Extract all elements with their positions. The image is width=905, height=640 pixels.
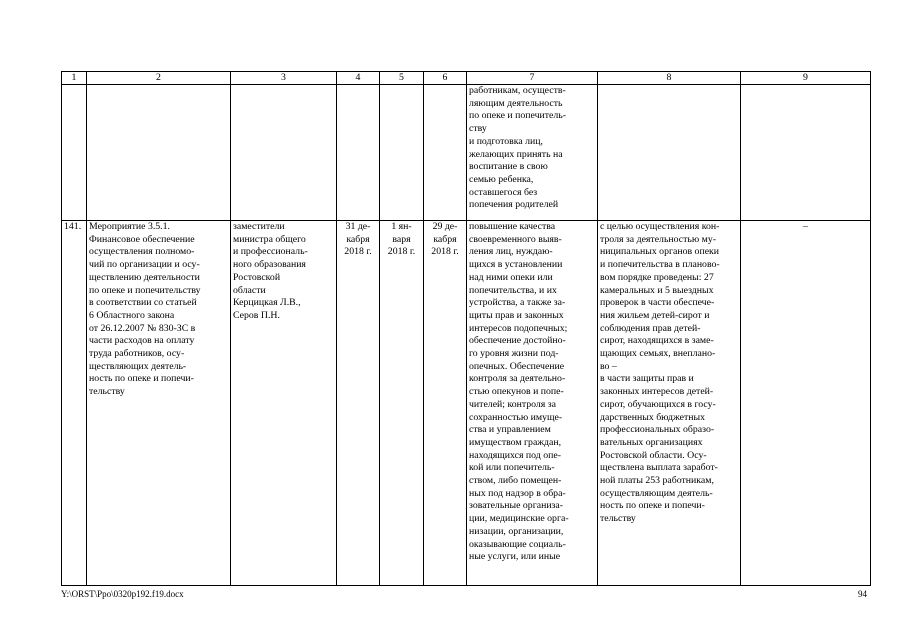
text-line: от 26.12.2007 № 830-ЗС в [89,322,196,334]
text-line: воспитание в свою [469,161,548,173]
text-line: по опеке и попечитель- [469,110,566,122]
text-line: ции, медицинские орга- [469,513,569,525]
text-line: вательных организациях [600,436,703,448]
text-line: вом порядке проведены: 27 [600,271,714,283]
text-line: щиты прав и законных [469,309,564,321]
text-line: ность по опеке и попечи- [600,500,705,512]
text-line: ных под надзор в обра- [469,487,566,499]
text-line: в части защиты прав и [600,373,694,385]
text-line: ществлена выплата заработ- [600,462,718,474]
start-date [380,221,424,586]
text-line: в соответствии со статьей [89,297,197,309]
text-line: зовательные организа- [469,500,564,512]
activity-description [87,221,231,586]
text-line: во – [600,360,617,372]
text-line: Финансовое обеспечение [89,233,195,245]
text-line: ляющим деятельность [469,97,563,109]
text-line: чителей; контроля за [469,398,556,410]
text-line: стью опекунов и попе- [469,386,564,398]
text-line: заместители [233,221,285,232]
page-number: 94 [858,589,867,599]
text-line: дарственных бюджетных [600,411,705,423]
text-line: ного образования [233,259,306,271]
text-line: 2018 г. [387,246,416,258]
notes-dash: – [741,221,871,586]
text-line: кабря [346,233,370,245]
text-line: го уровня жизни под- [469,348,559,360]
text-line: опечных. Обеспечение [469,360,565,372]
file-path: Y:\ORST\Ppo\0320p192.f19.docx [61,589,184,599]
text-line: желающих принять на [469,148,563,160]
text-line: Ростовской [233,271,281,283]
text-line: и подготовка лиц, [469,135,543,147]
text-line: щающих семьях, внеплано- [600,348,716,360]
text-line: имуществом граждан, [469,436,562,448]
text-line: профессиональных образо- [600,424,715,436]
column-number: 9 [741,72,871,85]
text-line: троля за деятельностью му- [600,233,717,245]
text-line: ния жильем детей-сирот и [600,309,710,321]
text-line: кабря [433,233,457,245]
text-line: семью ребенка, [469,173,534,185]
column-number: 6 [424,72,467,85]
text-line: ством, либо помещен- [469,475,562,487]
text-line: повышение качества [469,221,556,232]
actual-result [598,221,741,586]
text-line: контроля за деятельно- [469,373,566,385]
responsible-persons [231,221,337,586]
planned-date [337,221,380,586]
text-line: попечительства, и их [469,284,557,296]
text-line: соблюдения прав детей- [600,322,701,334]
text-line: ществляющих деятель- [89,360,187,372]
text-line: Ростовской области. Осу- [600,449,707,461]
text-line: области [233,284,266,296]
text-line: тельству [600,513,636,525]
text-line: ству [469,123,487,135]
text-line: 1 ян- [391,221,412,232]
continuation-row [62,85,871,221]
text-line: ления лиц, нуждаю- [469,246,553,258]
column-number: 4 [337,72,380,85]
text-line: кой или попечитель- [469,462,555,474]
text-line: устройства, а также за- [469,297,566,309]
text-line: проверок в части обеспече- [600,297,715,309]
text-line: и профессиональ- [233,246,308,258]
text-line: 29 де- [432,221,458,232]
column-number: 8 [598,72,741,85]
text-line: обеспечение достойно- [469,335,566,347]
text-line: министра общего [233,233,306,245]
text-line: ществлению деятельности [89,271,200,283]
text-line: 6 Областного закона [89,309,175,321]
text-line: и попечительства в планово- [600,259,720,271]
text-line: труда работников, осу- [89,348,185,360]
text-line: оставшегося без [469,186,538,198]
text-line: сирот, обучающихся в госу- [600,398,716,410]
text-line: части расходов на оплату [89,335,195,347]
table-row-141 [62,221,871,586]
column-number: 1 [62,72,87,85]
text-line: Серов П.Н. [233,309,280,321]
column-number: 3 [231,72,337,85]
text-line: тельству [89,386,125,398]
column-number: 2 [87,72,231,85]
text-line: оказывающие социаль- [469,538,566,550]
text-line: попечения родителей [469,199,559,211]
text-line: 2018 г. [344,246,372,258]
text-line: ность по опеке и попечи- [89,373,194,385]
text-line: с целью осуществления кон- [600,221,720,232]
text-line: сохранностью имуще- [469,411,563,423]
text-line: по опеке и попечительству [89,284,201,296]
report-table [61,71,871,586]
text-line: ниципальных органов опеки [600,246,720,258]
text-line: камеральных и 5 выездных [600,284,714,296]
expected-result [467,221,598,586]
text-line: чий по организации и осу- [89,259,200,271]
text-line: осуществляющим деятель- [600,487,713,499]
text-line: щихся в установлении [469,259,563,271]
text-line: ной платы 253 работникам, [600,475,714,487]
column-number: 5 [380,72,424,85]
text-line: сирот, находящихся в заме- [600,335,714,347]
text-line: интересов подопечных; [469,322,568,334]
text-line: низации, организации, [469,525,564,537]
text-line: своевременного выяв- [469,233,562,245]
continued-result-text [467,85,598,221]
text-line: Керцицкая Л.В., [233,297,301,309]
text-line: работникам, осуществ- [469,85,566,96]
column-number-row [62,72,871,85]
text-line: над ними опеки или [469,271,553,283]
column-number: 7 [467,72,598,85]
text-line: находящихся под опе- [469,449,561,461]
end-date [424,221,467,586]
text-line: 2018 г. [431,246,459,258]
text-line: варя [392,233,411,245]
row-number: 141. [62,221,87,586]
text-line: Мероприятие 3.5.1. [89,221,170,232]
text-line: ные услуги, или иные [469,551,561,563]
text-line: осуществления полномо- [89,246,195,258]
text-line: законных интересов детей- [600,386,714,398]
text-line: 31 де- [345,221,371,232]
text-line: ства и управлением [469,424,551,436]
